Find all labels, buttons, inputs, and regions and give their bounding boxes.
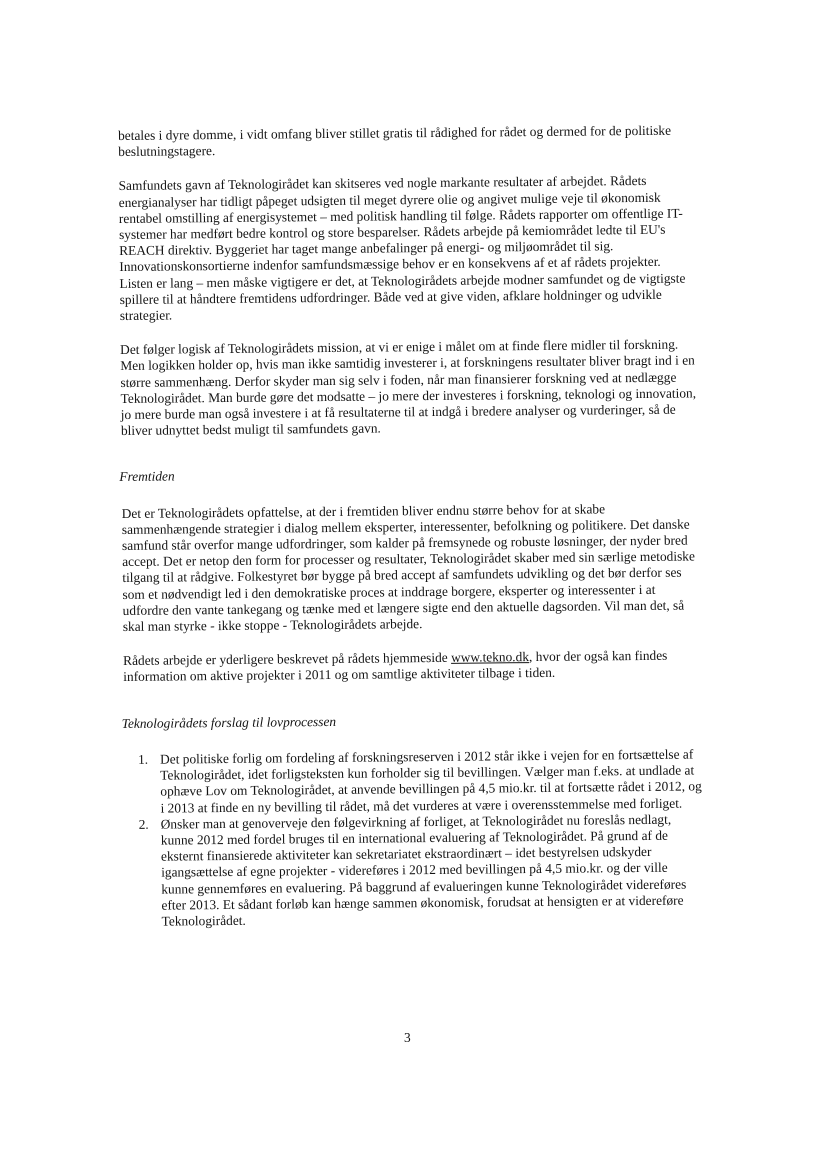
page-number: 3 (404, 1030, 411, 1045)
list-item-text: Det politiske forlig om fordeling af forskningsreserven i 2012 står ikke i vejen for en fortsættelse af Teknologirådet, idet forligsteksten kun forholder sig til bevillingen. Vælger man f.eks. at undlade at ophæve Lov om Teknologirådet, at anvende bevillingen på 4,5 mio.kr. til at fortsætte rådet i 2012, og i 2013 at finde en ny bevilling til rådet, må det vurderes at være i overensstemmelse med forliget. (159, 746, 702, 816)
paragraph-results: Samfundets gavn af Teknologirådet kan skitseres ved nogle markante resultater af arbejdet. Rådets energianalyser har tidligt påpeget udsigten til meget dyrere olie og angivet mulige veje til økonomisk rentabel omstilling af energisystemet – med politisk handling til følge. Rådets rapporter om offentlige IT-systemer har medført bedre kontrol og store besparelser. Rådets arbejde på kemiområdet ledte til EU's REACH direktiv. Byggeriet har taget mange anbefalinger på energi- og miljøområdet til sig. Innovationskonsortierne indenfor samfundsmæssige behov er en konsekvens af et af rådets projekter. Listen er lang – men måske vigtigere er det, at Teknologirådets arbejde modner samfundet og de vigtigste spillere til at håndtere fremtidens udfordringer. Både ved at give viden, afklare holdninger og udvikle strategier. (118, 173, 686, 324)
list-item-number: 2. (138, 816, 149, 832)
website-text-before: Rådets arbejde er yderligere beskrevet på rådets hjemmeside (123, 650, 452, 669)
list-item (124, 746, 703, 816)
heading-proposals: Teknologirådets forslag til lovprocessen (121, 713, 337, 731)
website-text-after: , hvor der også kan findes information om aktive projekter i 2011 og om samtlige aktiviteter tilbage i tiden. (123, 648, 668, 685)
page-body (118, 122, 704, 930)
website-link[interactable]: www.tekno.dk (450, 649, 530, 666)
list-item (125, 811, 704, 930)
proposal-list (124, 746, 704, 930)
heading-future: Fremtiden (119, 468, 175, 485)
paragraph-future: Det er Teknologirådets opfattelse, at der i fremtiden bliver endnu større behov for at skabe sammenhængende strategier i dialog mellem eksperter, interessenter, befolkning og politikere. Det danske samfund står overfor mange udfordringer, som kalder på fremsynede og robuste løsninger, der nyder bred accept. Det er netop den form for processer og resultater, Teknologirådet skaber med sin særlige metodiske tilgang til at rådgive. Folkestyret bør bygge på bred accept af samfundets udvikling og det bør derfor ses som et nødvendigt led i den demokratiske proces at inddrage borgere, eksperter og interessenter i at udfordre den vante tankegang og tænke med et længere sigte end den aktuelle dagsorden. Vil man det, så skal man styrke - ikke stoppe - Teknologirådets arbejde. (121, 500, 695, 635)
list-item-text: Ønsker man at genoverveje den følgevirkning af forliget, at Teknologirådet nu foreslås nedlagt, kunne 2012 med fordel bruges til en international evaluering af Teknologirådet. På grund af de eksternt finansierede aktiviteter kan sekretariatet ekstraordinært – idet bestyrelsen udskyder igangsættelse af egne projekter - videreføres i 2012 med bevillingen på 4,5 mio.kr. og der ville kunne gennemføres en evaluering. På baggrund af evalueringen kunne Teknologirådet videreføres efter 2013. Et sådant forløb kan hænge sammen økonomisk, forudsat at hensigten er at videreføre Teknologirådet. (160, 811, 687, 929)
paragraph-continuation: betales i dyre domme, i vidt omfang bliver stillet gratis til rådighed for rådet og dermed for de politiske beslutningstagere. (118, 122, 672, 160)
list-item-number: 1. (137, 751, 149, 767)
paragraph-research-logic: Det følger logisk af Teknologirådets mission, at vi er enige i målet om at finde flere midler til forskning. Men logikken holder op, hvis man ikke samtidig investerer i, at forskningens resultater bliver bragt ind i en større sammenhæng. Derfor skyder man sig selv i foden, når man finansierer forskning ved at nedlægge Teknologirådet. Man burde gøre det modsatte – jo mere der investeres i forskning, teknologi og innovation, jo mere burde man også investere i at få resultaterne til at indgå i bredere analyser og vurderinger, så de bliver udnyttet bedst muligt til samfundets gavn. (120, 336, 697, 439)
